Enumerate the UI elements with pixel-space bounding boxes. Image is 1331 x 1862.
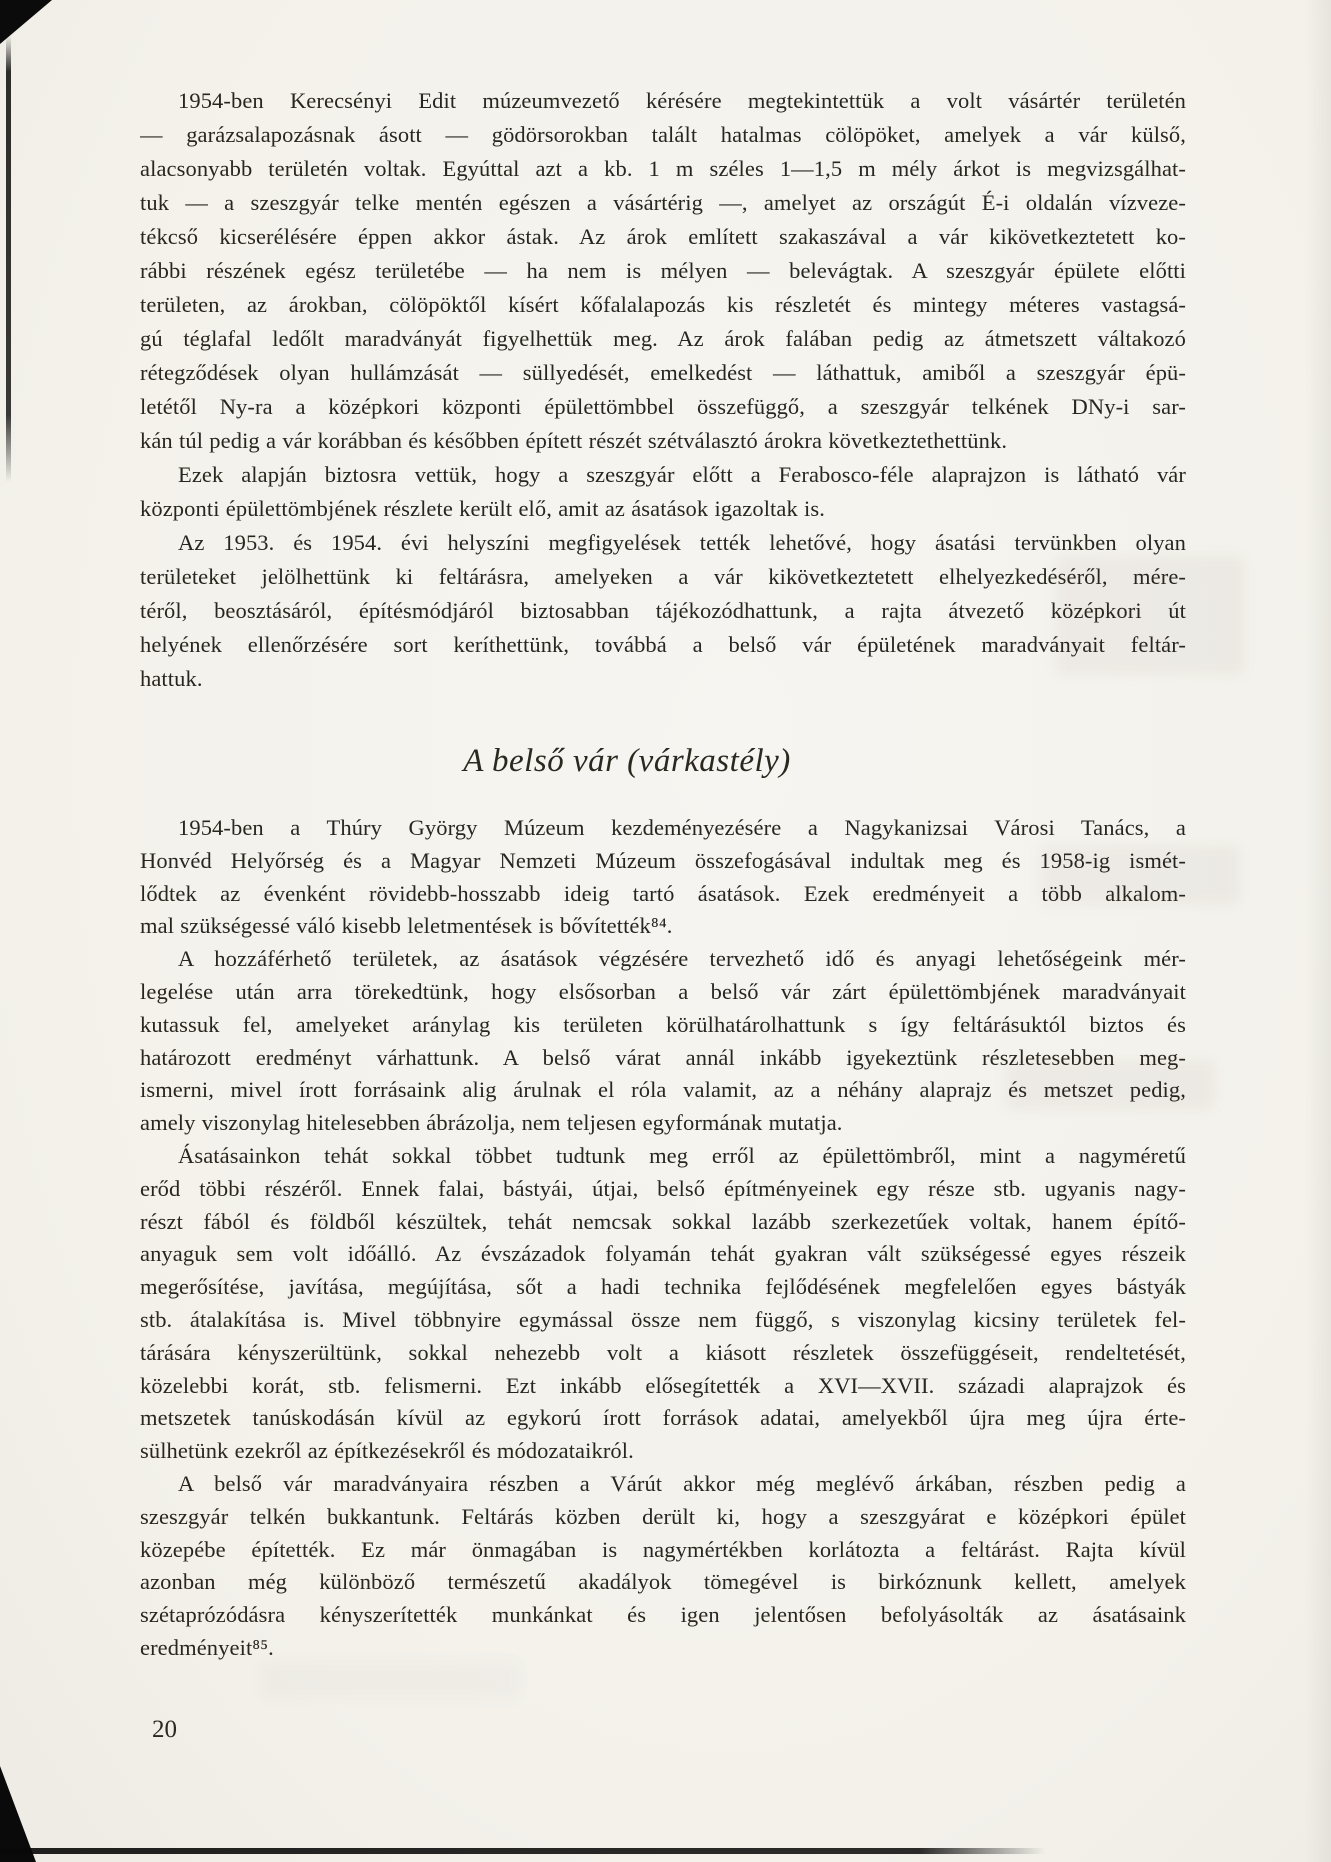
text-line: legelése után arra törekedtünk, hogy elsősorban a belső vár zárt épülettömbjének maradványait [140, 978, 1186, 1004]
text-line: 1954-ben a Thúry György Múzeum kezdeményezésére a Nagykanizsai Városi Tanács, a [178, 815, 1186, 840]
text-line: kán túl pedig a vár korábban és későbben épített részét szétválasztó árokra következtethettünk. [140, 428, 1008, 453]
paragraph [140, 943, 1186, 1140]
paragraphs-after-heading [140, 812, 1186, 1665]
text-line: kutassuk fel, amelyeket aránylag kis területen körülhatárolhattunk s így feltárásuktól biztos és [140, 1011, 1186, 1037]
text-line: Az 1953. és 1954. évi helyszíni megfigyelések tették lehetővé, hogy ásatási tervünkben olyan [178, 530, 1186, 555]
text-line: szeszgyár telkén bukkantunk. Feltárás közben derült ki, hogy a szeszgyárat e középkori épület [140, 1503, 1186, 1529]
text-line: területeket jelölhettünk ki feltárásra, amelyeken a vár kikövetkeztetett elhelyezkedéséről, mére- [140, 564, 1186, 589]
text-line: mal szükségessé váló kisebb leletmentések is bővítették⁸⁴. [140, 913, 673, 939]
text-line: határozott eredményt várhattunk. A belső várat annál inkább igyekeztünk részletesebben meg- [140, 1044, 1186, 1070]
paragraph [140, 526, 1186, 696]
text-line: tuk — a szeszgyár telke mentén egészen a vásártérig —, amelyet az országút É-i oldalán vízveze- [140, 190, 1186, 215]
text-line: helyének ellenőrzésére sort keríthettünk, továbbá a belső vár épületének maradványait feltár- [140, 632, 1186, 657]
text-line: sülhetünk ezekről az építkezésekről és módozataikról. [140, 1438, 634, 1464]
text-line: A hozzáférhető területek, az ásatások végzésére tervezhető idő és anyagi lehetőségeink mér- [178, 946, 1186, 972]
text-line: közepébe építették. Ez már önmagában is nagymértékben korlátozta a feltárást. Rajta kívül [140, 1536, 1186, 1562]
text-line: téről, beosztásáról, építésmódjáról biztosabban tájékozódhattunk, a rajta átvezető középkori út [140, 598, 1186, 623]
text-line: megerősítése, javítása, megújítása, sőt a hadi technika fejlődésének megfelelően egyes bástyák [140, 1274, 1186, 1300]
text-line: Ásatásainkon tehát sokkal többet tudtunk meg erről az épülettömbről, mint a nagyméretű [178, 1142, 1186, 1168]
scan-artifact-bottom-edge-line [0, 1848, 1045, 1854]
section-heading: A belső vár (várkastély) [463, 743, 791, 779]
text-line: anyaguk sem volt időálló. Az évszázadok folyamán tehát gyakran vált szükségessé egyes részeik [140, 1241, 1186, 1267]
text-line: metszetek tanúskodásán kívül az egykorú írott források adatai, amelyekből újra meg újra érte- [140, 1405, 1186, 1431]
scan-artifact-right-shade [1305, 0, 1331, 1862]
text-line: stb. átalakítása is. Mivel többnyire egymással össze nem függő, s viszonylag kicsiny területek fel- [140, 1306, 1186, 1332]
text-line: rábbi részének egész területébe — ha nem is mélyen — belevágtak. A szeszgyár épülete előtti [140, 258, 1186, 283]
paragraph [140, 812, 1186, 943]
page-number: 20 [152, 1716, 177, 1743]
text-line: közelebbi korát, stb. felismerni. Ezt inkább elősegítették a XVI—XVII. századi alaprajzok és [140, 1372, 1186, 1398]
text-line: részt fából és földből készültek, tehát nemcsak sokkal lazább szerkezetűek voltak, hanem építő- [140, 1208, 1186, 1234]
text-line: szétaprózódásra kényszerítették munkánkat és igen jelentősen befolyásolták az ásatásaink [140, 1602, 1186, 1628]
text-line: eredményeit⁸⁵. [140, 1634, 274, 1660]
text-line: ismerni, mivel írott forrásaink alig árulnak el róla valamit, az a néhány alaprajz és metszet pedig, [140, 1077, 1186, 1103]
body-text-block [140, 84, 1186, 1665]
text-line: alacsonyabb területén voltak. Egyúttal azt a kb. 1 m széles 1—1,5 m mély árkot is megvizsgálhat- [140, 156, 1186, 181]
paragraph [140, 458, 1186, 526]
text-line: hattuk. [140, 666, 203, 691]
text-line: erőd többi részéről. Ennek falai, bástyái, útjai, belső építményeinek egy része stb. ugyanis nagy- [140, 1175, 1186, 1201]
scan-artifact-left-edge-line [6, 36, 11, 482]
paragraphs-before-heading [140, 84, 1186, 696]
text-line: letétől Ny-ra a középkori központi épülettömbbel összefüggő, a szeszgyár telkének DNy-i sar- [140, 394, 1186, 419]
text-line: gú téglafal ledőlt maradványát figyelhettük meg. Az árok falában pedig az átmetszett váltakozó [140, 326, 1186, 351]
bleedthrough-smudge [260, 1660, 520, 1700]
text-line: rétegződések olyan hullámzását — süllyedését, emelkedést — láthattuk, amiből a szeszgyár épü- [140, 360, 1186, 385]
text-line: tárására kényszerültünk, sokkal nehezebb volt a kiásott részletek összefüggéseit, rendeltetését, [140, 1339, 1186, 1365]
text-line: amely viszonylag hitelesebben ábrázolja, nem teljesen egyformának mutatja. [140, 1110, 843, 1136]
text-line: A belső vár maradványaira részben a Várút akkor még meglévő árkában, részben pedig a [178, 1470, 1186, 1496]
paragraph [140, 1140, 1186, 1468]
paragraph [140, 84, 1186, 458]
text-line: Ezek alapján biztosra vettük, hogy a szeszgyár előtt a Ferabosco-féle alaprajzon is látható vár [178, 462, 1186, 487]
paragraph [140, 1468, 1186, 1665]
text-line: — garázsalapozásnak ásott — gödörsorokban talált hatalmas cölöpöket, amelyek a vár külső, [140, 122, 1186, 147]
text-line: Honvéd Helyőrség és a Magyar Nemzeti Múzeum összefogásával indultak meg és 1958-ig ismét- [140, 847, 1186, 873]
text-line: területen, az árokban, cölöpöktől kísért kőfalalapozás kis részletét és mintegy méteres vastagsá- [140, 292, 1186, 317]
text-line: lődtek az évenként rövidebb-hosszabb ideig tartó ásatások. Ezek eredményeit a több alkalom- [140, 880, 1186, 906]
text-line: azonban még különböző természetű akadályok tömegével is birkóznunk kellett, amelyek [140, 1569, 1186, 1595]
text-line: központi épülettömbjének részlete került elő, amit az ásatások igazoltak is. [140, 496, 825, 521]
text-line: tékcső kicserélésére éppen akkor ástak. Az árok említett szakaszával a vár kikövetkeztetett ko- [140, 224, 1186, 249]
text-line: 1954-ben Kerecsényi Edit múzeumvezető kérésére megtekintettük a volt vásártér területén [178, 88, 1186, 113]
